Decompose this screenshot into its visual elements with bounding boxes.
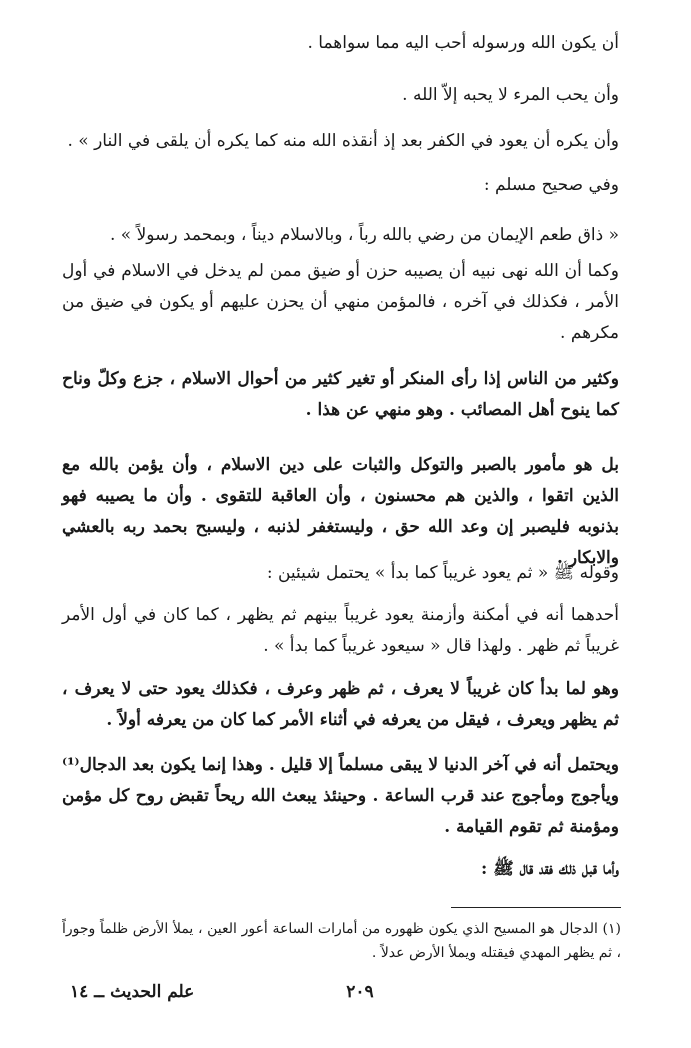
page-number: ٢٠٩ xyxy=(346,982,374,1002)
paragraph-10: أحدهما أنه في أمكنة وأزمنة يعود غريباً بينهم ثم يظهر ، كما كان في أول الأمر غريباً ثم ظهر . ولهذا قال « سيعود غريباً كما بدأ » . xyxy=(62,605,619,656)
footnote: (١) الدجال هو المسيح الذي يكون ظهوره من أمارات الساعة أعور العين ، يملأ الأرض ظلماً وجوراً ، ثم يظهر المهدي فيقتله ويملأ الأرض عدلاً . xyxy=(62,921,621,961)
paragraph-3: وأن يكره أن يعود في الكفر بعد إذ أنقذه الله منه كما يكره أن يلقى في النار » . xyxy=(67,131,619,151)
paragraph-9: وقوله ﷺ « ثم يعود غريباً كما بدأ » يحتمل شيئين : xyxy=(266,563,619,583)
paragraph-7: وكثير من الناس إذا رأى المنكر أو تغير كثير من أحوال الاسلام ، جزع وكلّ وناح كما ينوح أهل المصائب . وهو منهي عن هذا . xyxy=(62,369,619,420)
paragraph-8: بل هو مأمور بالصبر والتوكل والثبات على دين الاسلام ، وأن يؤمن بالله مع الذين اتقوا ، والذين هم محسنون ، وأن العاقبة للتقوى . وأن ما يصيبه فهو بذنوبه فليصبر إن وعد الله حق ، وليستغفر لذنبه ، وليسبح بحمد ربه بالعشي والابكار . xyxy=(62,455,619,568)
paragraph-5: « ذاق طعم الإيمان من رضي بالله رباً ، وبالاسلام ديناً ، وبمحمد رسولاً » . xyxy=(110,225,619,245)
footnote-divider xyxy=(451,907,621,908)
paragraph-6: وكما أن الله نهى نبيه أن يصيبه حزن أو ضيق ممن لم يدخل في الاسلام في أول الأمر ، فكذلك في آخره ، فالمؤمن منهي أن يحزن عليهم أو يكون في ضيق من مكرهم . xyxy=(62,261,619,343)
paragraph-11: وهو لما بدأ كان غريباً لا يعرف ، ثم ظهر وعرف ، فكذلك يعود حتى لا يعرف ، ثم يظهر ويعرف ، فيقل من يعرفه في أثناء الأمر كما كان من يعرفه أولاً . xyxy=(62,679,619,730)
book-section-label: علم الحديث ــ ١٤ xyxy=(70,982,195,1002)
paragraph-1: أن يكون الله ورسوله أحب اليه مما سواهما . xyxy=(307,33,619,53)
paragraph-13: وأما قبل ذلك فقد قال ﷺ : xyxy=(481,859,619,879)
paragraph-2: وأن يحب المرء لا يحبه إلاّ الله . xyxy=(402,85,619,105)
paragraph-12: ويحتمل أنه في آخر الدنيا لا يبقى مسلماً إلا قليل . وهذا إنما يكون بعد الدجال⁽¹⁾ ويأجوج ومأجوج عند قرب الساعة . وحينئذ يبعث الله ريحاً تقبض روح كل مؤمن ومؤمنة ثم تقوم القيامة . xyxy=(62,755,619,837)
paragraph-4: وفي صحيح مسلم : xyxy=(483,175,619,195)
